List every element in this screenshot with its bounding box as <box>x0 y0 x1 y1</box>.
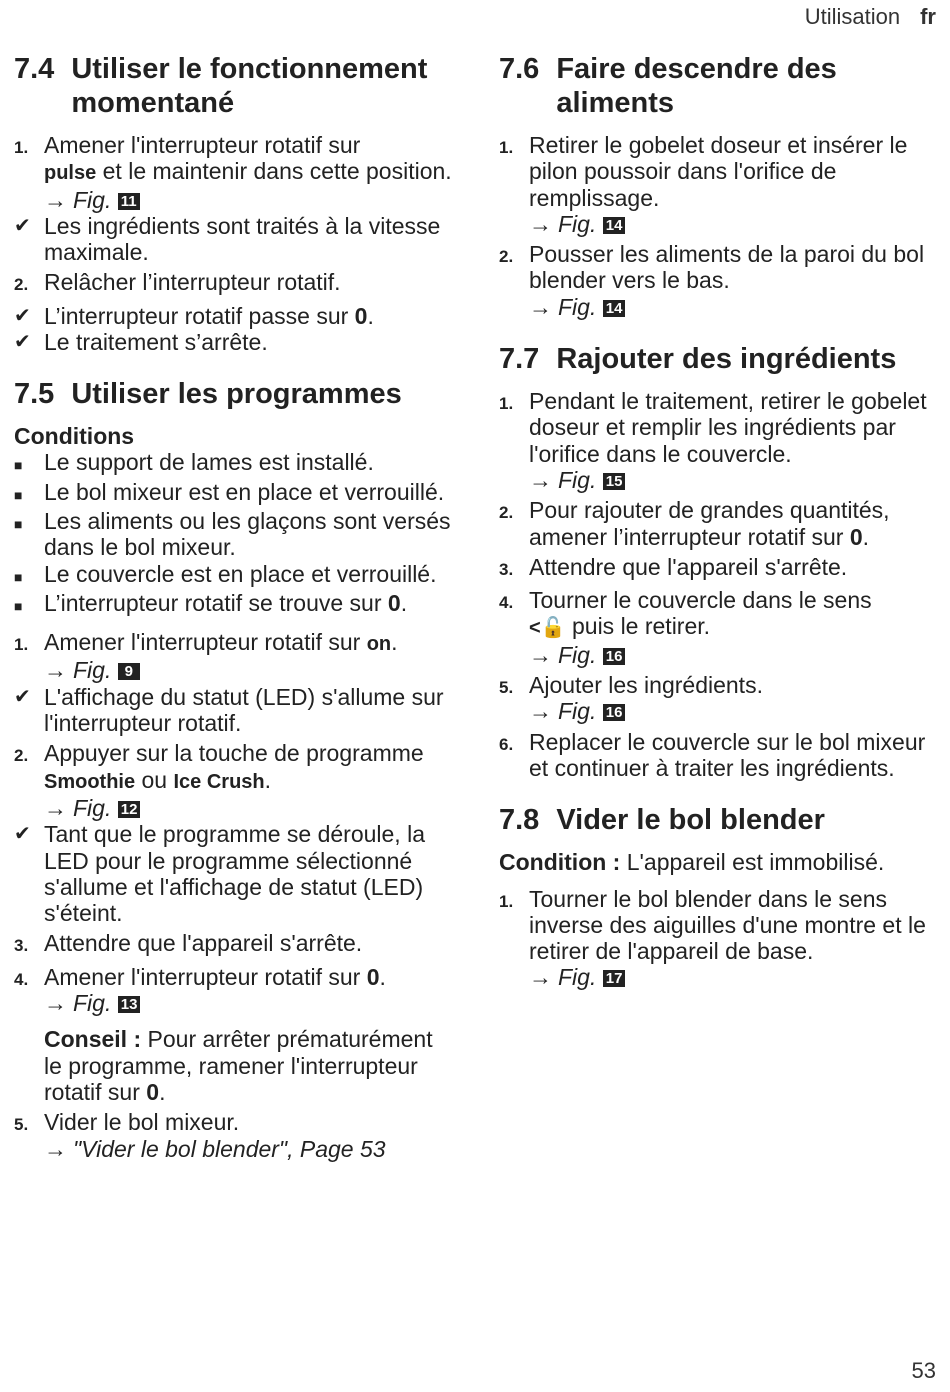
keyword: Ice Crush <box>173 770 265 793</box>
figure-reference <box>44 657 140 683</box>
step-text: Amener l'interrupteur rotatif sur <box>44 963 361 990</box>
result-text: Les ingrédients sont traités à la vitesse maximale. <box>44 212 441 266</box>
result <box>14 303 454 329</box>
figure-reference <box>529 698 625 724</box>
section-title-text: Utiliser les programmes <box>71 378 402 411</box>
fig-label: Fig. <box>73 990 112 1017</box>
figure-number: 11 <box>118 193 140 210</box>
checkmark-icon: ✔ <box>14 304 31 327</box>
section-title <box>499 52 939 120</box>
section-title-text: Rajouter des ingrédients <box>556 343 897 376</box>
figure-number: 13 <box>118 996 141 1013</box>
step-number: 2. <box>14 746 29 766</box>
step-text: Retirer le gobelet doseur et insérer le pilon poussoir dans l'orifice de remplissage. <box>529 132 908 211</box>
page-reference-link[interactable] <box>44 1136 386 1162</box>
step <box>499 554 939 583</box>
condition-item <box>14 479 454 508</box>
arrow-right-icon: → <box>44 990 67 1017</box>
keyword: Smoothie <box>44 770 136 793</box>
step-text: puis le retirer. <box>571 613 711 640</box>
figure-reference <box>529 964 625 990</box>
step <box>499 886 939 991</box>
arrow-right-icon: → <box>529 293 552 320</box>
step-text: Attendre que l'appareil s'arrête. <box>44 930 363 957</box>
figure-number: 9 <box>118 663 140 680</box>
section-7-8 <box>499 803 939 990</box>
keyword: 0 <box>146 1078 160 1105</box>
step-number: 6. <box>499 734 514 754</box>
step-number: 5. <box>499 678 514 698</box>
step <box>14 132 454 213</box>
keyword: 0 <box>849 523 863 550</box>
figure-number: 17 <box>603 970 626 987</box>
fig-label: Fig. <box>73 794 112 821</box>
punct: . <box>159 1078 166 1105</box>
section-number: 7.6 <box>499 53 540 85</box>
step-text: Tourner le couvercle dans le sens <box>529 587 872 614</box>
arrow-right-icon: → <box>44 186 67 213</box>
punct: . <box>367 302 374 329</box>
step <box>14 1109 454 1162</box>
condition-item <box>14 561 454 590</box>
tip-label: Conseil : <box>44 1026 142 1053</box>
step-text: et le maintenir dans cette position. <box>102 158 452 185</box>
punct: . <box>379 963 386 990</box>
step-text: Replacer le couvercle sur le bol mixeur et continuer à traiter les ingrédients. <box>529 728 926 781</box>
step-text: Attendre que l'appareil s'arrête. <box>529 553 848 580</box>
figure-reference <box>44 990 140 1016</box>
condition-text: Le bol mixeur est en place et verrouillé. <box>44 478 445 505</box>
figure-reference <box>44 795 140 821</box>
step-number: 3. <box>499 559 514 579</box>
checkmark-icon: ✔ <box>14 823 31 846</box>
section-7-5 <box>14 377 454 1161</box>
step <box>14 629 454 684</box>
arrow-right-icon: → <box>44 657 67 684</box>
step-number: 1. <box>499 394 514 414</box>
fig-label: Fig. <box>558 641 597 668</box>
fig-label: Fig. <box>558 210 597 237</box>
figure-reference <box>529 294 625 320</box>
step-text: Relâcher l’interrupteur rotatif. <box>44 269 341 296</box>
figure-number: 14 <box>603 300 626 317</box>
figure-number: 16 <box>603 704 626 721</box>
section-7-7 <box>499 342 939 781</box>
fig-label: Fig. <box>558 698 597 725</box>
section-number: 7.7 <box>499 343 540 376</box>
step-number: 1. <box>14 635 29 655</box>
figure-number: 12 <box>118 801 141 818</box>
condition-text: Le support de lames est installé. <box>44 449 374 476</box>
step-number: 2. <box>499 503 514 523</box>
step-number: 1. <box>14 138 29 157</box>
section-number: 7.5 <box>14 378 55 411</box>
step <box>14 964 454 1017</box>
condition-item <box>14 449 454 478</box>
tip-text: Pour arrêter prématurément le programme, ramener l'interrupteur rotatif sur <box>44 1026 433 1105</box>
punct: . <box>862 523 870 550</box>
step-text: Amener l'interrupteur rotatif sur <box>44 132 361 158</box>
result <box>14 821 454 926</box>
fig-label: Fig. <box>73 186 112 213</box>
section-title <box>499 803 939 837</box>
page-header <box>805 4 936 30</box>
unlock-arrow-icon: <🔓 <box>529 617 566 640</box>
result-text: Tant que le programme se déroule, la LED pour le programme sélectionné s'allume et l'affichage de statut (LED) s'éteint. <box>44 821 425 927</box>
square-bullet-icon: ■ <box>14 597 23 614</box>
keyword: on <box>366 633 392 656</box>
fig-label: Fig. <box>558 293 597 320</box>
condition <box>499 849 939 875</box>
step-text: ou <box>141 766 168 793</box>
punct: . <box>264 766 272 793</box>
figure-reference <box>529 211 625 237</box>
arrow-right-icon: → <box>529 698 552 725</box>
keyword: 0 <box>366 963 380 990</box>
right-column <box>499 52 939 1013</box>
square-bullet-icon: ■ <box>14 486 23 503</box>
step <box>499 672 939 725</box>
checkmark-icon: ✔ <box>14 214 31 237</box>
arrow-right-icon: → <box>44 1135 67 1162</box>
header-lang: fr <box>920 4 936 29</box>
step <box>14 740 454 821</box>
section-7-4 <box>14 52 454 355</box>
punct: . <box>391 629 398 656</box>
step-number: 3. <box>14 936 29 956</box>
figure-number: 14 <box>603 217 626 234</box>
arrow-right-icon: → <box>529 964 552 991</box>
result <box>14 329 454 355</box>
keyword: pulse <box>44 162 97 185</box>
fig-label: Fig. <box>73 657 112 684</box>
step-text: Pousser les aliments de la paroi du bol blender vers le bas. <box>529 241 925 294</box>
square-bullet-icon: ■ <box>14 515 23 532</box>
step-text: Pour rajouter de grandes quantités, amener l’interrupteur rotatif sur <box>529 497 890 550</box>
keyword: 0 <box>354 302 368 329</box>
step-text: Tourner le bol blender dans le sens inverse des aiguilles d'une montre et le retirer de l'appareil de base. <box>529 885 926 965</box>
left-column <box>14 52 454 1184</box>
figure-reference <box>44 187 140 213</box>
header-section: Utilisation <box>804 4 901 29</box>
arrow-right-icon: → <box>529 641 552 668</box>
result <box>14 213 454 266</box>
square-bullet-icon: ■ <box>14 457 23 474</box>
condition-text: Les aliments ou les glaçons sont versés dans le bol mixeur. <box>44 507 451 561</box>
step <box>499 587 939 668</box>
step <box>499 729 939 782</box>
step-number: 4. <box>499 593 514 613</box>
fig-label: Fig. <box>558 964 597 991</box>
step-number: 1. <box>499 891 514 911</box>
condition-label: Condition : <box>499 849 621 876</box>
reference-text: "Vider le bol blender", Page 53 <box>73 1135 386 1162</box>
step-text: Ajouter les ingrédients. <box>529 672 763 699</box>
step-number: 1. <box>499 138 514 157</box>
section-number: 7.8 <box>499 804 540 837</box>
section-title <box>14 377 454 411</box>
step <box>499 497 939 550</box>
checkmark-icon: ✔ <box>14 331 31 354</box>
tip <box>14 1026 454 1105</box>
condition-text: L’interrupteur rotatif se trouve sur <box>44 589 382 616</box>
checkmark-icon: ✔ <box>14 685 31 708</box>
condition-item <box>14 508 454 561</box>
section-number: 7.4 <box>14 53 55 85</box>
punct: . <box>400 589 408 616</box>
section-title <box>14 52 454 120</box>
step <box>499 241 939 320</box>
keyword: 0 <box>387 589 401 616</box>
step <box>14 269 454 298</box>
result-text: L’interrupteur rotatif passe sur <box>44 302 349 329</box>
condition-text: Le couvercle est en place et verrouillé. <box>44 560 437 587</box>
step-text: Amener l'interrupteur rotatif sur <box>44 629 361 656</box>
arrow-right-icon: → <box>529 210 552 237</box>
arrow-right-icon: → <box>44 794 67 821</box>
step-text: Vider le bol mixeur. <box>44 1109 240 1136</box>
section-title <box>499 342 939 376</box>
page-number: 53 <box>911 1358 936 1383</box>
section-7-6 <box>499 52 939 320</box>
result-text: Le traitement s’arrête. <box>44 329 268 356</box>
step-text: Pendant le traitement, retirer le gobelet doseur et remplir les ingrédients par l'orifice dans le couvercle. <box>529 388 927 467</box>
step-number: 4. <box>14 969 29 989</box>
step <box>499 388 939 493</box>
step-number: 2. <box>499 247 514 267</box>
arrow-right-icon: → <box>529 466 552 493</box>
step-text: Appuyer sur la touche de programme <box>44 740 424 767</box>
step-number: 2. <box>14 275 29 295</box>
step-number: 5. <box>14 1115 29 1135</box>
conditions-title: Conditions <box>14 423 135 450</box>
step <box>14 930 454 959</box>
step <box>499 132 939 237</box>
figure-number: 15 <box>603 473 626 490</box>
section-title-text: Vider le bol blender <box>556 804 825 837</box>
figure-reference <box>529 642 625 668</box>
fig-label: Fig. <box>558 466 597 493</box>
result-text: L'affichage du statut (LED) s'allume sur l'interrupteur rotatif. <box>44 683 444 737</box>
square-bullet-icon: ■ <box>14 568 23 585</box>
condition-item <box>14 590 454 619</box>
section-title-text: Faire descendre des aliments <box>556 53 837 119</box>
result <box>14 684 454 737</box>
condition-text: L'appareil est immobilisé. <box>626 849 885 876</box>
section-title-text: Utiliser le fonctionnement momentané <box>71 53 428 119</box>
figure-number: 16 <box>603 648 626 665</box>
figure-reference <box>529 467 625 493</box>
